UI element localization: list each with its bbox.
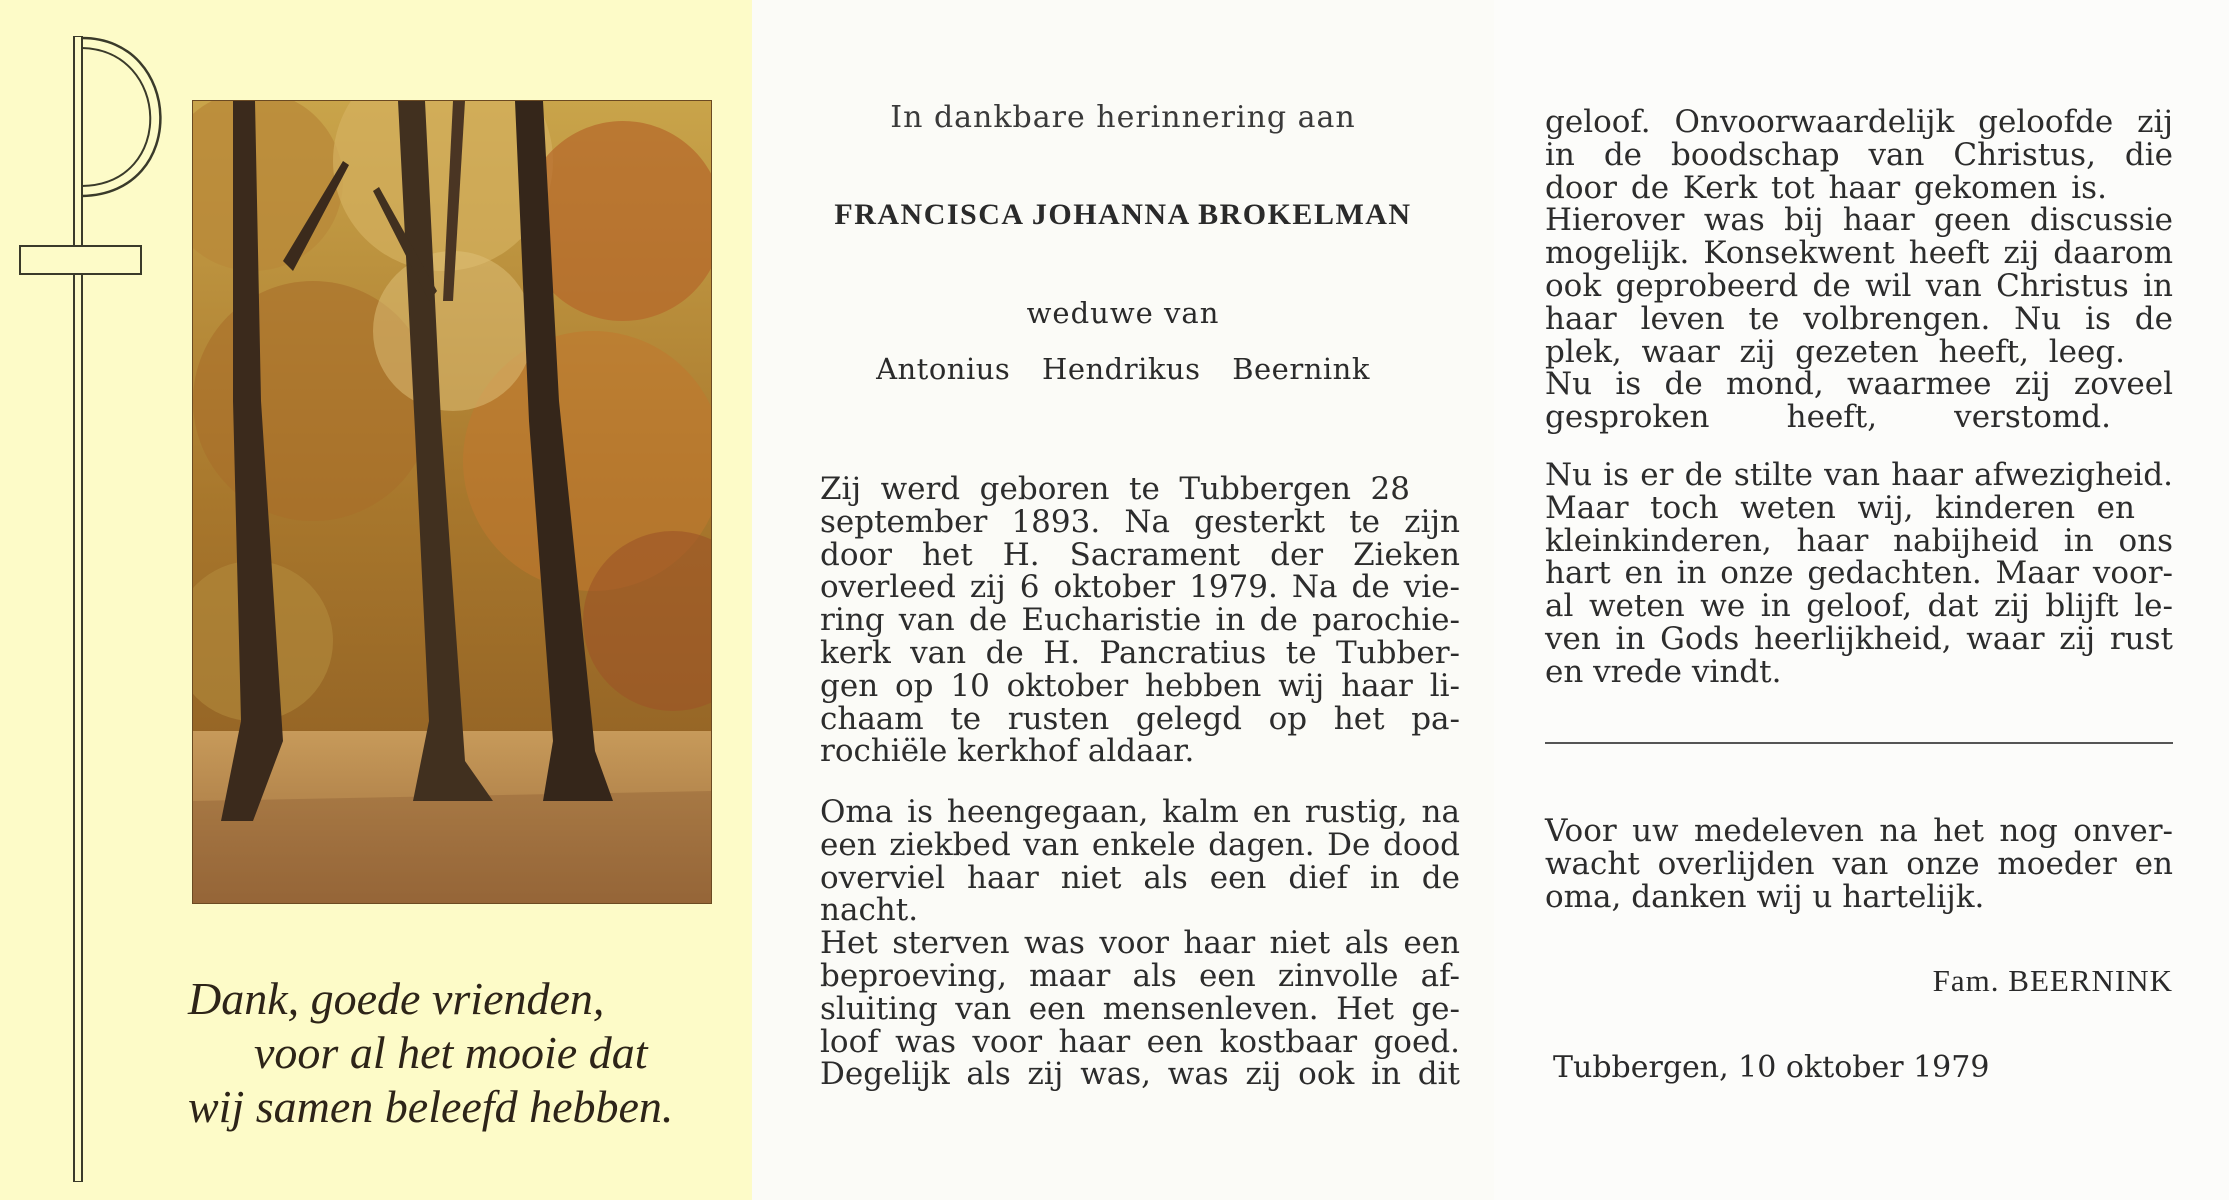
text-line: ven in Gods heerlijkheid, waar zij rust — [1545, 620, 2173, 657]
text-line: rochiële kerkhof aldaar. — [820, 733, 1195, 770]
text-line: Het sterven was voor haar niet als een — [820, 925, 1460, 962]
text-line: ook geprobeerd de wil van Christus in — [1545, 267, 2173, 304]
text-line: hart en in onze gedachten. Maar voor- — [1545, 555, 2173, 592]
text-line: sluiting van een mensenleven. Het ge- — [820, 990, 1460, 1027]
text-line: kleinkinderen, haar nabijheid in ons — [1545, 522, 2173, 559]
text-line: wacht overlijden van onze moeder en — [1545, 845, 2173, 882]
text-line: kerk van de H. Pancratius te Tubber- — [820, 634, 1460, 671]
faith-paragraph — [1545, 106, 2173, 434]
text-line: geloof. Onvoorwaardelijk geloofde zij — [1545, 104, 2173, 140]
verse-line-1: Dank, goede vrienden, — [188, 973, 605, 1024]
memorial-intro: In dankbare herinnering aan — [890, 100, 1356, 135]
deceased-name: FRANCISCA JOHANNA BROKELMAN — [834, 198, 1412, 231]
text-line: oma, danken wij u hartelijk. — [1545, 878, 1985, 915]
text-line: Maar toch weten wij, kinderen en — [1545, 489, 2135, 526]
card-cover — [0, 0, 753, 1200]
text-line: overviel haar niet als een dief in de — [820, 859, 1460, 896]
text-line: door het H. Sacrament der Zieken — [820, 536, 1460, 573]
text-line: gesproken heeft, verstomd. — [1545, 399, 2111, 436]
silence-paragraph — [1545, 459, 2173, 689]
text-line: Oma is heengegaan, kalm en rustig, na — [820, 794, 1460, 830]
text-line: Voor uw medeleven na het nog onver- — [1545, 813, 2173, 849]
cover-closing-verse — [188, 972, 748, 1134]
text-line: en vrede vindt. — [1545, 653, 1782, 690]
text-line: september 1893. Na gesterkt te zijn — [820, 503, 1460, 540]
text-line: ring van de Eucharistie in de parochie- — [820, 602, 1460, 639]
husband-name: Antonius Hendrikus Beernink — [876, 352, 1370, 386]
place-and-date: Tubbergen, 10 oktober 1979 — [1553, 1050, 1990, 1085]
text-line: Degelijk als zij was, was zij ook in dit — [820, 1056, 1460, 1093]
text-line: gen op 10 oktober hebben wij haar li- — [820, 667, 1460, 704]
text-line: loof was voor haar een kostbaar goed. — [820, 1023, 1460, 1060]
text-line: overleed zij 6 oktober 1979. Na de vie- — [820, 569, 1460, 606]
widow-of-label: weduwe van — [1026, 296, 1220, 330]
oma-paragraph — [820, 796, 1460, 1091]
text-line: mogelijk. Konsekwent heeft zij daarom — [1545, 235, 2173, 272]
text-line: Nu is er de stilte van haar afwezigheid. — [1545, 457, 2173, 493]
text-line: in de boodschap van Christus, die — [1545, 136, 2173, 173]
text-line: Zij werd geboren te Tubbergen 28 — [820, 471, 1410, 507]
text-line: nacht. — [820, 892, 919, 929]
verse-line-2: voor al het mooie dat — [254, 1027, 648, 1078]
biography-paragraph — [820, 473, 1460, 768]
text-line: beproeving, maar als een zinvolle af- — [820, 957, 1460, 994]
text-line: Nu is de mond, waarmee zij zoveel — [1545, 366, 2173, 403]
chi-rho-cross-icon — [18, 36, 163, 1182]
text-line: door de Kerk tot haar gekomen is. — [1545, 169, 2107, 206]
text-line: Hierover was bij haar geen discussie — [1545, 202, 2173, 239]
text-line: een ziekbed van enkele dagen. De dood — [820, 826, 1460, 863]
autumn-forest-photo — [192, 100, 712, 904]
text-line: chaam te rusten gelegd op het pa- — [820, 700, 1460, 737]
text-line: al weten we in geloof, dat zij blijft le- — [1545, 588, 2173, 625]
verse-line-3: wij samen beleefd hebben. — [188, 1081, 674, 1132]
family-signature: Fam. BEERNINK — [1932, 963, 2173, 998]
text-line: plek, waar zij gezeten heeft, leeg. — [1545, 333, 2125, 370]
text-line: haar leven te volbrengen. Nu is de — [1545, 300, 2173, 337]
section-divider — [1545, 742, 2173, 744]
thanks-paragraph — [1545, 815, 2173, 913]
